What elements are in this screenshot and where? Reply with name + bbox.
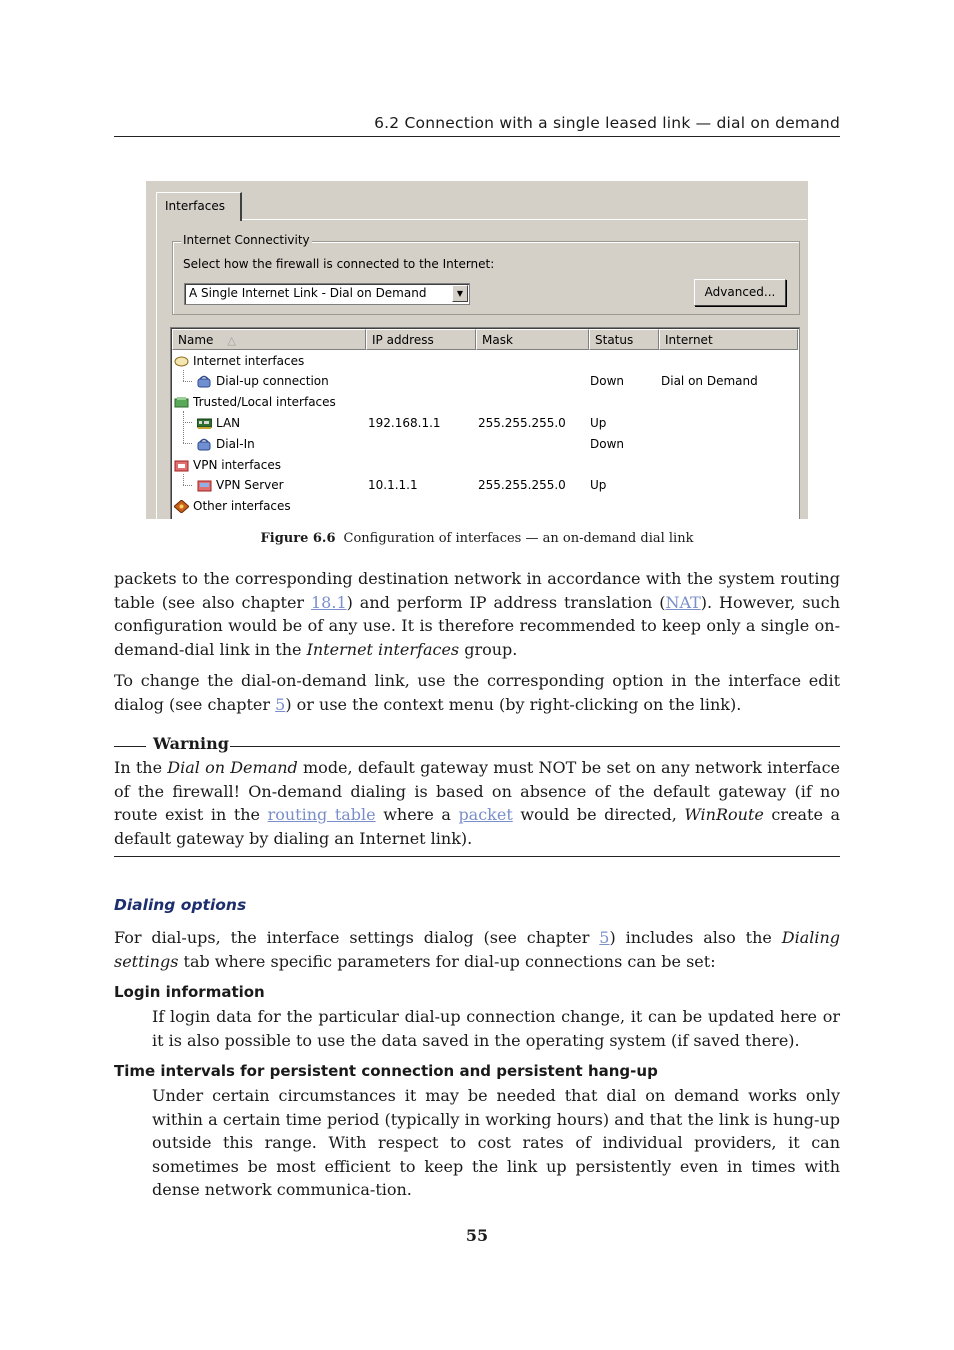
other-group-icon: [174, 500, 189, 513]
row-name: Dial-up connection: [216, 374, 329, 388]
row-internet: Dial on Demand: [661, 374, 758, 388]
rule: [230, 746, 840, 747]
connection-type-select[interactable]: [184, 283, 470, 305]
text: ) includes also the: [609, 928, 782, 947]
warning-header: [114, 734, 840, 756]
text: ) or use the context menu (by right-clicking on the link).: [285, 694, 742, 714]
paragraph: [114, 926, 840, 973]
row-status: Up: [590, 416, 607, 430]
group-title: Internet Connectivity: [183, 233, 310, 247]
text: In the: [114, 758, 168, 777]
interfaces-dialog-screenshot: [146, 181, 808, 519]
text: tab where specific parameters for dial-up connections can be set:: [178, 951, 716, 971]
internet-group-icon: [174, 355, 189, 368]
emphasis: Dial on Demand: [167, 758, 298, 777]
chapter-link[interactable]: 5: [599, 928, 610, 947]
tree-line: [183, 474, 184, 485]
network-card-icon: [197, 417, 212, 430]
row-ip: 192.168.1.1: [368, 416, 441, 430]
column-header-status-label: Status: [595, 333, 634, 347]
text: For dial-ups, the interface settings dialog (see chapter: [114, 928, 600, 947]
text: ). However, such configuration would be of any use. It is therefore recommended to keep only a single on-demand-dial link in the: [114, 592, 840, 659]
text: packets to the corresponding destination network in accordance with the system routing table (see also chapter: [114, 569, 840, 612]
figure-caption: [114, 531, 840, 546]
text: would be directed,: [512, 805, 685, 824]
row-status: Down: [590, 437, 625, 451]
interfaces-list[interactable]: [170, 327, 800, 519]
tab-label: Interfaces: [165, 199, 225, 213]
figure-label: Figure 6.6: [260, 531, 336, 546]
dialup-icon: [197, 438, 212, 451]
rule: [114, 856, 840, 857]
column-header-internet[interactable]: [659, 329, 798, 350]
column-header-name[interactable]: [172, 329, 366, 350]
sort-ascending-icon: △: [227, 334, 236, 347]
row-status: Down: [590, 374, 625, 388]
row-name: VPN interfaces: [193, 458, 282, 472]
text: group.: [459, 639, 518, 659]
warning-title: Warning: [153, 734, 229, 753]
row-name: Dial-In: [216, 437, 255, 451]
term-description: Under certain circumstances it may be needed that dial on demand works only within a certain time period (typically in working hours) and that the link is hung-up outside this range. With respect to cost rates of individual providers, it can sometimes be most efficient to keep the link up persistently even in times with dense network communica-tion.: [152, 1086, 840, 1199]
column-header-internet-label: Internet: [665, 333, 713, 347]
tree-line: [183, 443, 192, 444]
rule: [114, 746, 146, 747]
paragraph: [114, 567, 840, 661]
column-header-mask[interactable]: [476, 329, 589, 350]
tree-line: [183, 485, 192, 486]
advanced-button[interactable]: Advanced...: [694, 279, 786, 306]
row-ip: 10.1.1.1: [368, 478, 418, 492]
chevron-down-icon[interactable]: ▼: [452, 285, 468, 302]
chapter-link[interactable]: 18.1: [311, 592, 347, 612]
routing-table-link[interactable]: routing table: [267, 805, 376, 824]
tree-line: [183, 381, 192, 382]
term-title: Time intervals for persistent connection and persistent hang-up: [114, 1062, 658, 1080]
text: To change the dial-on-demand link, use the corresponding option in the interface edit dialog (see chapter: [114, 671, 840, 714]
page-number: 55: [465, 1226, 489, 1245]
tree-line: [183, 370, 184, 381]
row-mask: 255.255.255.0: [478, 416, 566, 430]
text: ) and perform IP address translation (: [346, 592, 666, 612]
vpn-group-icon: [174, 459, 189, 472]
text: where a: [375, 805, 459, 824]
column-header-ip[interactable]: [366, 329, 476, 350]
section-title: Dialing options: [114, 896, 247, 914]
group-description: Select how the firewall is connected to the Internet:: [183, 257, 495, 271]
emphasis: Internet interfaces: [306, 639, 460, 659]
emphasis: WinRoute: [684, 805, 764, 824]
row-mask: 255.255.255.0: [478, 478, 566, 492]
tab-interfaces[interactable]: [156, 192, 242, 221]
text: mode, default gateway must NOT be set on any network interface of the firewall! On-demand dialing is based on absence of the default gateway (if no route exist in the: [114, 758, 841, 824]
trusted-group-icon: [174, 396, 189, 409]
row-name: Trusted/Local interfaces: [193, 395, 336, 409]
row-status: Up: [590, 478, 607, 492]
column-header-status[interactable]: [589, 329, 659, 350]
running-header: 6.2 Connection with a single leased link — dial on demand: [114, 114, 840, 137]
vpn-server-icon: [197, 479, 212, 492]
tree-line: [183, 422, 192, 423]
row-name: Internet interfaces: [193, 354, 305, 368]
paragraph: [114, 669, 840, 716]
dialup-icon: [197, 375, 212, 388]
column-header-name-label: Name: [178, 333, 214, 347]
term-title: Login information: [114, 983, 265, 1001]
row-name: VPN Server: [216, 478, 284, 492]
packet-link[interactable]: packet: [458, 805, 513, 824]
row-name: LAN: [216, 416, 241, 430]
term-description: If login data for the particular dial-up connection change, it can be updated here or it is also possible to use the data saved in the operating system (if saved there).: [152, 1007, 840, 1050]
nat-link[interactable]: NAT: [665, 592, 701, 612]
figure-caption-text: Configuration of interfaces — an on-demand dial link: [343, 531, 694, 546]
tree-line: [183, 411, 184, 443]
warning-text: [114, 756, 840, 850]
chapter-link[interactable]: 5: [275, 694, 286, 714]
text: create a default gateway by dialing an Internet link).: [114, 805, 841, 848]
column-header-ip-label: IP address: [372, 333, 434, 347]
connection-type-value: A Single Internet Link - Dial on Demand: [189, 286, 427, 300]
emphasis: Dialing settings: [114, 928, 841, 971]
row-name: Other interfaces: [193, 499, 291, 513]
column-header-mask-label: Mask: [482, 333, 513, 347]
